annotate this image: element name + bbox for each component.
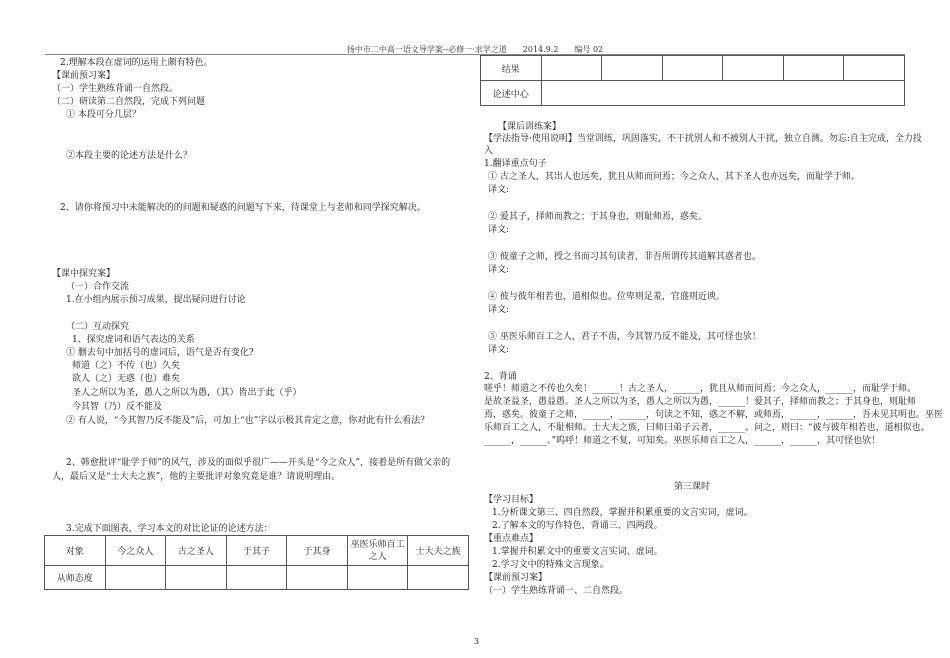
question-critique-line2: 人，最后又是“士大夫之族”，他的主要批评对象究竟是谁？请说明理由。 bbox=[52, 472, 341, 482]
translation-label: 译文: bbox=[488, 265, 510, 275]
coop-item: 1.在小组内展示预习成果，提出疑问进行讨论 bbox=[66, 295, 246, 305]
table-row-label: 结果 bbox=[481, 56, 542, 81]
example-sentence-1: 师道（之）不传（也）久矣 bbox=[72, 361, 181, 371]
result-table bbox=[480, 55, 905, 106]
key-point-1: 1.掌握并积累文中的重要文言实词、虚词。 bbox=[492, 547, 663, 557]
interact-item-1: 1、探究虚词和语气表达的关系 bbox=[72, 335, 195, 345]
translation-label: 译文: bbox=[488, 185, 510, 195]
preview-item-2: （二）研读第二自然段，完成下列问题 bbox=[52, 97, 206, 107]
translate-sentence-2: ② 爱其子，择师而教之；于其身也，则耻师焉，惑矣。 bbox=[488, 212, 707, 222]
key-points-heading: 【重点难点】 bbox=[484, 534, 539, 544]
translate-sentence-5: ⑤ 巫医乐师百工之人，君子不齿，今其智乃反不能及，其可怪也欤！ bbox=[488, 332, 761, 342]
goal-item-1: 1.分析课文第三、四自然段，掌握并积累重要的文言实词，虚词。 bbox=[492, 508, 753, 518]
goal-item-2: 2.了解本文的写作特色，背诵三、四两段。 bbox=[492, 521, 663, 531]
recite-line-5: ______，______。”呜呼！师道之不复，可知矣。巫医乐师百工之人，______，______，其可怪也欤！ bbox=[484, 436, 881, 446]
translation-label: 译文: bbox=[488, 225, 510, 235]
question-method: ②本段主要的论述方法是什么？ bbox=[66, 151, 193, 161]
example-sentence-2: 欲人（之）无惑（也）难矣 bbox=[72, 374, 181, 384]
preview-item: （一）学生熟练背诵一、二自然段。 bbox=[484, 586, 629, 596]
preview-heading: 【课前预习案】 bbox=[484, 573, 548, 583]
question-doubts: 2、请你将预习中未能解决的的问题和疑惑的问题写下来，待课堂上与老师和同学探究解决。 bbox=[60, 203, 426, 213]
interact-heading: （二）互动探究 bbox=[66, 322, 130, 332]
recite-heading: 2、背诵 bbox=[484, 372, 517, 382]
interact-question-2: ② 有人说，“今其智乃反不能及”后，可加上“也”字以示极其肯定之意，你对此有什么看法？ bbox=[66, 416, 430, 426]
table-header-cell: 士大夫之族 bbox=[408, 536, 469, 566]
section-heading-explore: 【课中探究案】 bbox=[52, 269, 116, 279]
table-header-cell: 对象 bbox=[45, 536, 106, 566]
table-empty-cell[interactable] bbox=[844, 56, 905, 81]
table-empty-cell[interactable] bbox=[783, 56, 844, 81]
example-sentence-3: 圣人之所以为圣，愚人之所以为愚，（其）皆出于此（乎） bbox=[72, 388, 302, 398]
page-header: 扬中市二中高一语文导学案--必修一·求学之道 2014.9.2 编号 02 bbox=[346, 45, 604, 54]
goal-line: 2.理解本段在虚词的运用上颇有特色。 bbox=[60, 58, 213, 68]
translate-sentence-3: ③ 彼童子之师，授之书而习其句读者，非吾所谓传其道解其惑者也。 bbox=[488, 252, 761, 262]
interact-question-1: ① 删去句中加括号的虚词后，语气是否有变化? bbox=[66, 348, 254, 358]
table-empty-cell[interactable] bbox=[105, 566, 166, 590]
translation-label: 译文: bbox=[488, 305, 510, 315]
table-empty-cell[interactable] bbox=[347, 566, 408, 590]
translation-label: 译文: bbox=[488, 345, 510, 355]
translate-sentence-1: ① 古之圣人，其出人也远矣，犹且从师而问焉；今之众人，其下圣人也亦远矣，而耻学于师。 bbox=[488, 172, 860, 182]
table-empty-cell[interactable] bbox=[408, 566, 469, 590]
table-instruction: 3.完成下面图表，学习本文的对比论证的论述方法： bbox=[66, 524, 273, 534]
table-header-cell: 古之圣人 bbox=[166, 536, 227, 566]
translate-sentence-4: ④ 彼与彼年相若也，道相似也。位卑则足羞，官盛则近谀。 bbox=[488, 292, 725, 302]
section-heading-after: 【课后训练案】 bbox=[498, 122, 562, 132]
recite-line-3: 焉，惑矣。彼童子之师，______，______，句读之不知，惑之不解，或师焉，______，______，吾未见其明也。巫医 bbox=[484, 410, 944, 420]
usage-note-line2: 入 bbox=[484, 146, 494, 156]
page-number: 3 bbox=[474, 637, 480, 646]
contrast-table bbox=[44, 535, 469, 590]
lesson-title: 第三课时 bbox=[674, 482, 711, 492]
table-row-label: 论述中心 bbox=[481, 81, 542, 106]
table-empty-cell[interactable] bbox=[662, 56, 723, 81]
table-empty-cell[interactable] bbox=[226, 566, 287, 590]
table-header-cell: 于其身 bbox=[287, 536, 348, 566]
preview-item-1: （一）学生熟练背诵一自然段。 bbox=[52, 84, 179, 94]
example-sentence-4: 今其智（乃）反不能及 bbox=[72, 402, 163, 412]
table-header-cell: 于其子 bbox=[226, 536, 287, 566]
table-empty-cell[interactable] bbox=[541, 81, 904, 106]
table-empty-cell[interactable] bbox=[602, 56, 663, 81]
recite-line-2: 是故圣益圣，愚益愚。圣人之所以为圣，愚人之所以为愚，______！爱其子，择师而教之；于其身也，则耻师 bbox=[484, 397, 917, 407]
section-heading-preview: 【课前预习案】 bbox=[52, 71, 116, 81]
table-empty-cell[interactable] bbox=[541, 56, 602, 81]
question-layers: ① 本段可分几层？ bbox=[66, 110, 141, 120]
goals-heading: 【学习目标】 bbox=[484, 495, 539, 505]
usage-note-line1: 【学法指导·使用说明】当堂训练，巩固落实，不干扰别人和不被别人干扰，独立自测。勿忘:自主完成，全力投 bbox=[484, 134, 922, 144]
table-row-label: 从师态度 bbox=[45, 566, 106, 590]
coop-heading: （一）合作交流 bbox=[66, 282, 130, 292]
table-header-cell: 巫医乐师百工之人 bbox=[347, 536, 408, 566]
table-empty-cell[interactable] bbox=[166, 566, 227, 590]
table-empty-cell[interactable] bbox=[723, 56, 784, 81]
recite-line-1: 嗟乎！师道之不传也久矣！______！古之圣人，______，犹且从师而问焉；今之众人，______，而耻学于师。 bbox=[484, 384, 917, 394]
key-point-2: 2.学习文中的特殊文言现象。 bbox=[492, 560, 609, 570]
translate-heading: 1.翻译重点句子 bbox=[484, 159, 547, 169]
recite-line-4: 乐师百工之人，不耻相师。士大夫之族，曰师曰弟子云者，______。问之，则曰：“彼与彼年相若也，道相似也。 bbox=[484, 423, 930, 433]
table-header-cell: 今之众人 bbox=[105, 536, 166, 566]
question-critique-line1: 2、韩愈批评“耻学于师”的风气，涉及的面似乎很广——开头是“今之众人”，接着是所有做父亲的 bbox=[66, 458, 451, 468]
table-empty-cell[interactable] bbox=[287, 566, 348, 590]
